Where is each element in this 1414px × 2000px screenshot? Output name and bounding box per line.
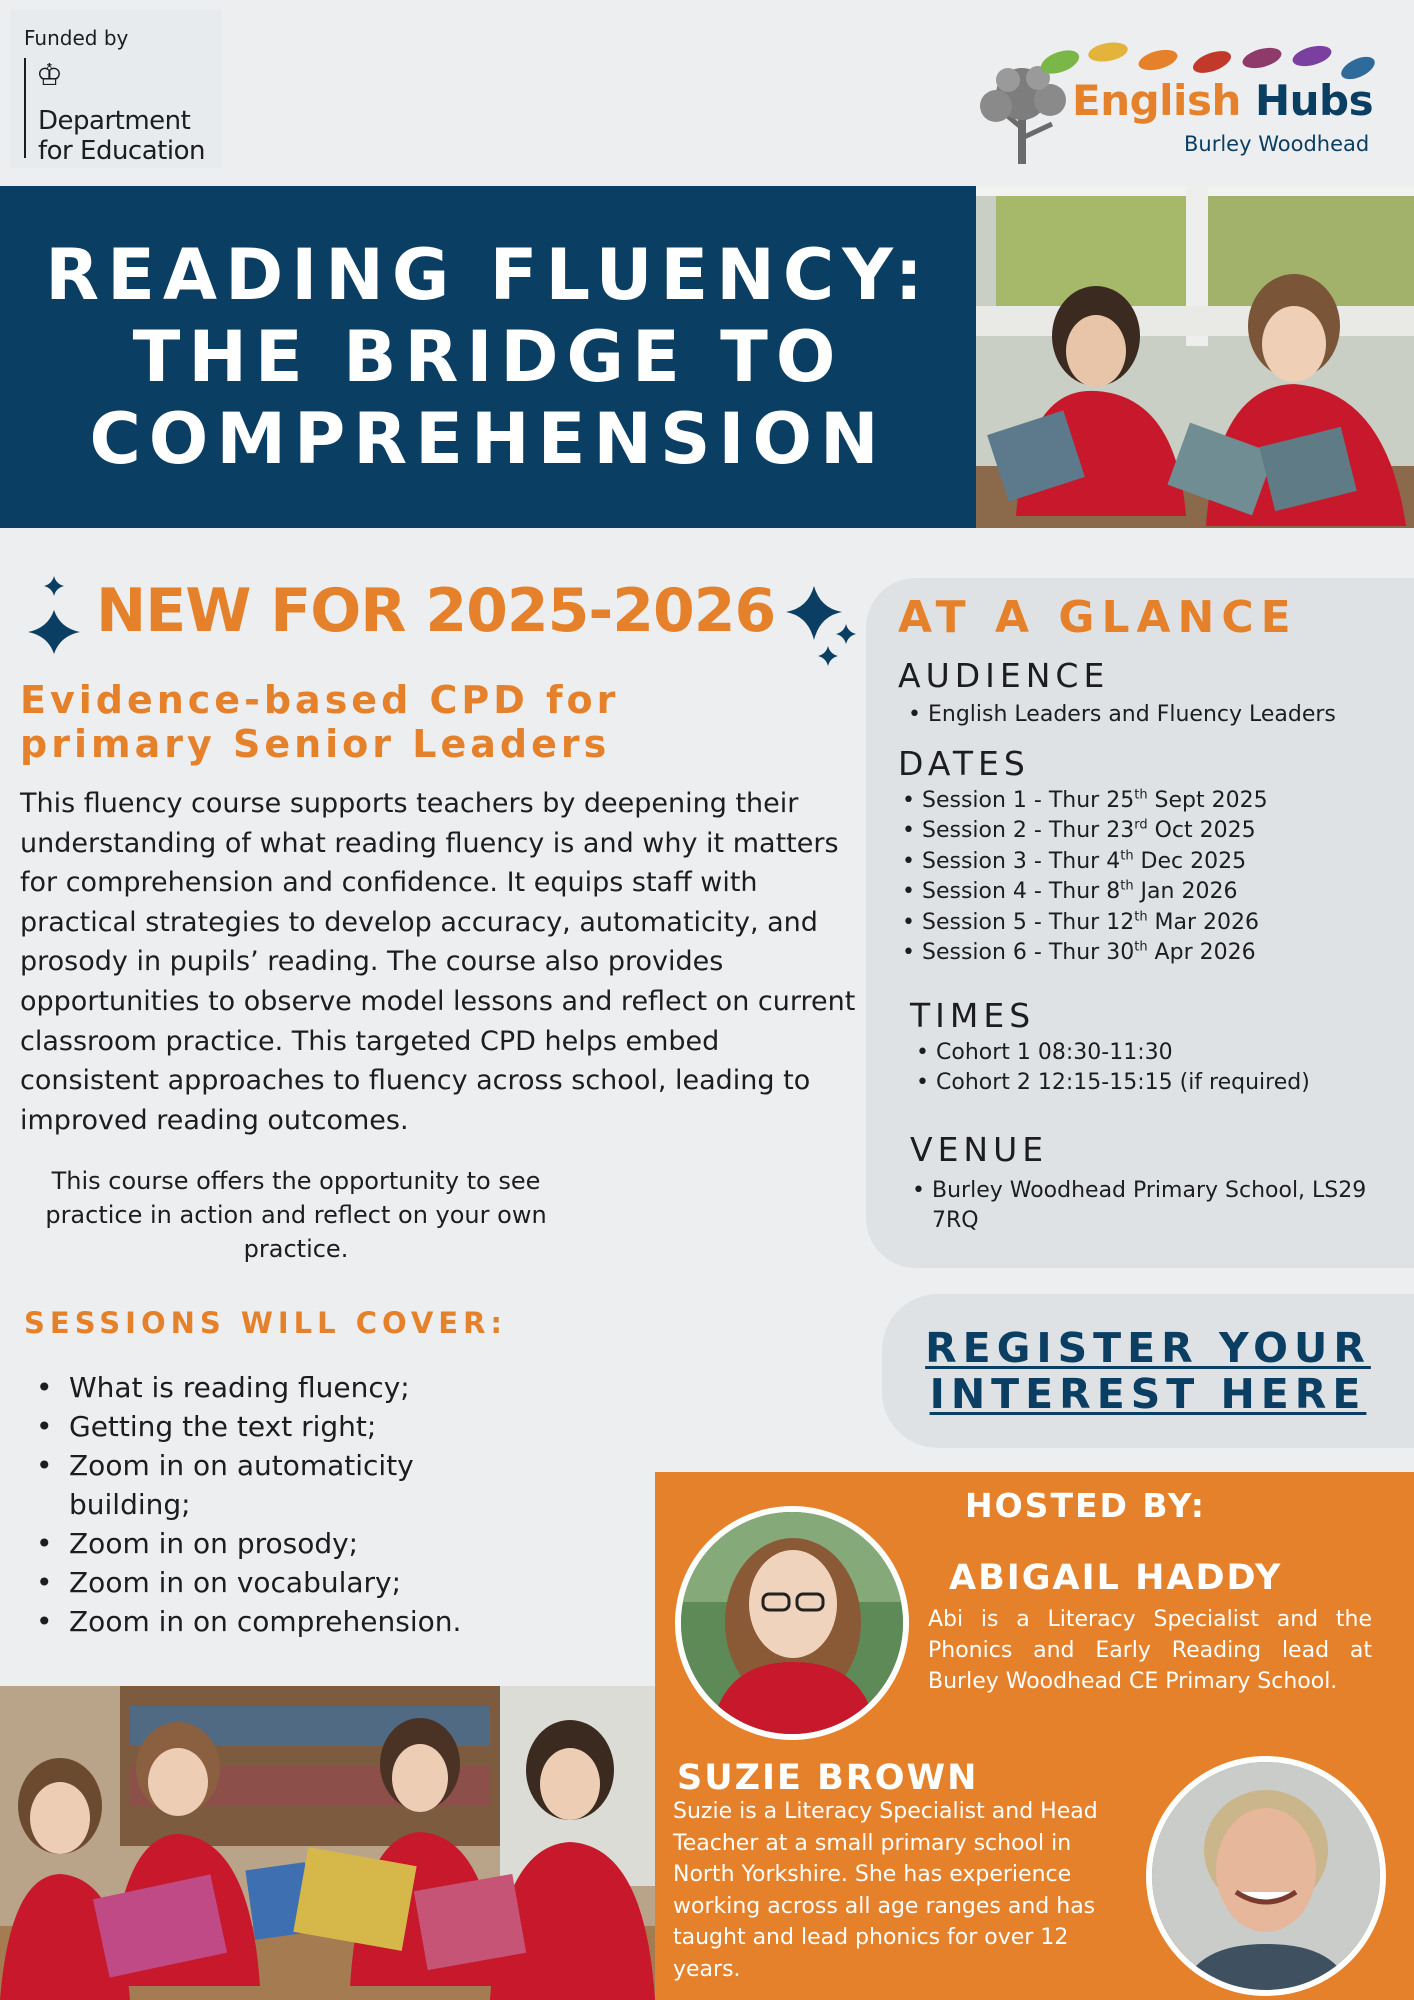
- list-item: • Session 1 - Thur 25th Sept 2025: [898, 786, 1398, 816]
- abigail-haddy-bio: Abi is a Literacy Specialist and the Phonics and Early Reading lead at Burley Woodhead CE Primary School.: [928, 1607, 1372, 1694]
- hub-title-part1: English: [1072, 76, 1255, 125]
- list-item: • What is reading fluency;: [36, 1368, 496, 1407]
- course-title-line2: THE BRIDGE TO: [132, 316, 844, 398]
- course-title: [45, 234, 931, 480]
- list-item: • Zoom in on comprehension.: [36, 1602, 496, 1641]
- new-for-heading: NEW FOR 2025-2026: [96, 576, 776, 646]
- sparkle-icon: [24, 576, 94, 654]
- royal-crest-icon: ♔: [36, 58, 63, 93]
- course-description: This fluency course supports teachers by deepening their understanding of what reading fluency is and why it matters for comprehension and confidence. It equips staff with practical strategies to develop accuracy, automaticity, and prosody in pupils’ reading. The course also provides opportunities to observe model lessons and reflect on current classroom practice. This targeted CPD helps embed consistent approaches to fluency across school, leading to improved reading outcomes.: [20, 788, 856, 1136]
- course-title-line1: READING FLUENCY:: [45, 234, 931, 316]
- dates-list: [898, 786, 1398, 968]
- list-item: • Burley Woodhead Primary School, LS29 7RQ: [908, 1176, 1408, 1237]
- list-item: • Zoom in on vocabulary;: [36, 1563, 496, 1602]
- subheading-line1: Evidence-based CPD for: [20, 678, 620, 722]
- title-banner: [0, 186, 976, 528]
- list-item: • Session 2 - Thur 23rd Oct 2025: [898, 816, 1398, 846]
- abigail-haddy-name: ABIGAIL HADDY: [949, 1558, 1283, 1598]
- list-item: • Zoom in on prosody;: [36, 1524, 496, 1563]
- course-title-line3: COMPREHENSION: [89, 398, 887, 480]
- audience-heading: AUDIENCE: [898, 656, 1110, 695]
- suzie-brown-name: SUZIE BROWN: [677, 1758, 979, 1798]
- course-note: This course offers the opportunity to see practice in action and reflect on your own practice.: [45, 1167, 547, 1263]
- abigail-haddy-photo: [675, 1506, 909, 1740]
- suzie-brown-photo: [1146, 1756, 1386, 1996]
- hosted-by-title: HOSTED BY:: [965, 1486, 1206, 1525]
- funded-by-label: Funded by: [24, 26, 129, 50]
- english-hubs-logo: [960, 38, 1400, 168]
- audience-list: [904, 700, 1404, 730]
- dfe-name-line1: Department: [38, 106, 191, 136]
- register-interest-link[interactable]: [925, 1325, 1371, 1417]
- register-panel: [882, 1294, 1414, 1448]
- hosted-by-panel: [655, 1472, 1414, 2000]
- group-reading-photo: [0, 1686, 655, 2000]
- dfe-name-line2: for Education: [38, 136, 205, 166]
- english-hubs-subtitle: Burley Woodhead: [1184, 132, 1370, 156]
- list-item: • Session 3 - Thur 4th Dec 2025: [898, 847, 1398, 877]
- audience-subheading: [20, 678, 780, 766]
- children-reading-photo: [976, 186, 1414, 528]
- at-a-glance-panel: [866, 578, 1414, 1268]
- hub-title-part2: Hubs: [1254, 76, 1374, 125]
- register-line2: INTEREST HERE: [929, 1370, 1367, 1418]
- list-item: • Cohort 1 08:30-11:30: [912, 1038, 1402, 1068]
- list-item: • Session 6 - Thur 30th Apr 2026: [898, 938, 1398, 968]
- sessions-heading: SESSIONS WILL COVER:: [24, 1306, 508, 1340]
- list-item: • Session 5 - Thur 12th Mar 2026: [898, 908, 1398, 938]
- sessions-list: [36, 1368, 496, 1641]
- list-item: • English Leaders and Fluency Leaders: [904, 700, 1404, 730]
- list-item: • Getting the text right;: [36, 1407, 496, 1446]
- times-list: [912, 1038, 1402, 1099]
- at-a-glance-title: AT A GLANCE: [898, 592, 1298, 643]
- dfe-name: [38, 106, 205, 166]
- dates-heading: DATES: [898, 744, 1030, 783]
- subheading-line2: primary Senior Leaders: [20, 722, 611, 766]
- times-heading: TIMES: [910, 996, 1036, 1035]
- sparkle-icon: [786, 580, 862, 672]
- register-line1: REGISTER YOUR: [925, 1324, 1371, 1372]
- dfe-logo: [10, 10, 222, 168]
- english-hubs-title: [1072, 76, 1373, 125]
- suzie-brown-bio: Suzie is a Literacy Specialist and Head Teacher at a small primary school in North Yorkshire. She has experience working across all age ranges and has taught and lead phonics for over 12 years.: [673, 1799, 1098, 1982]
- list-item: • Session 4 - Thur 8th Jan 2026: [898, 877, 1398, 907]
- dfe-divider: [24, 58, 26, 158]
- venue-list: [908, 1176, 1408, 1237]
- list-item: • Zoom in on automaticity building;: [36, 1446, 496, 1524]
- venue-heading: VENUE: [910, 1130, 1049, 1169]
- list-item: • Cohort 2 12:15-15:15 (if required): [912, 1068, 1402, 1098]
